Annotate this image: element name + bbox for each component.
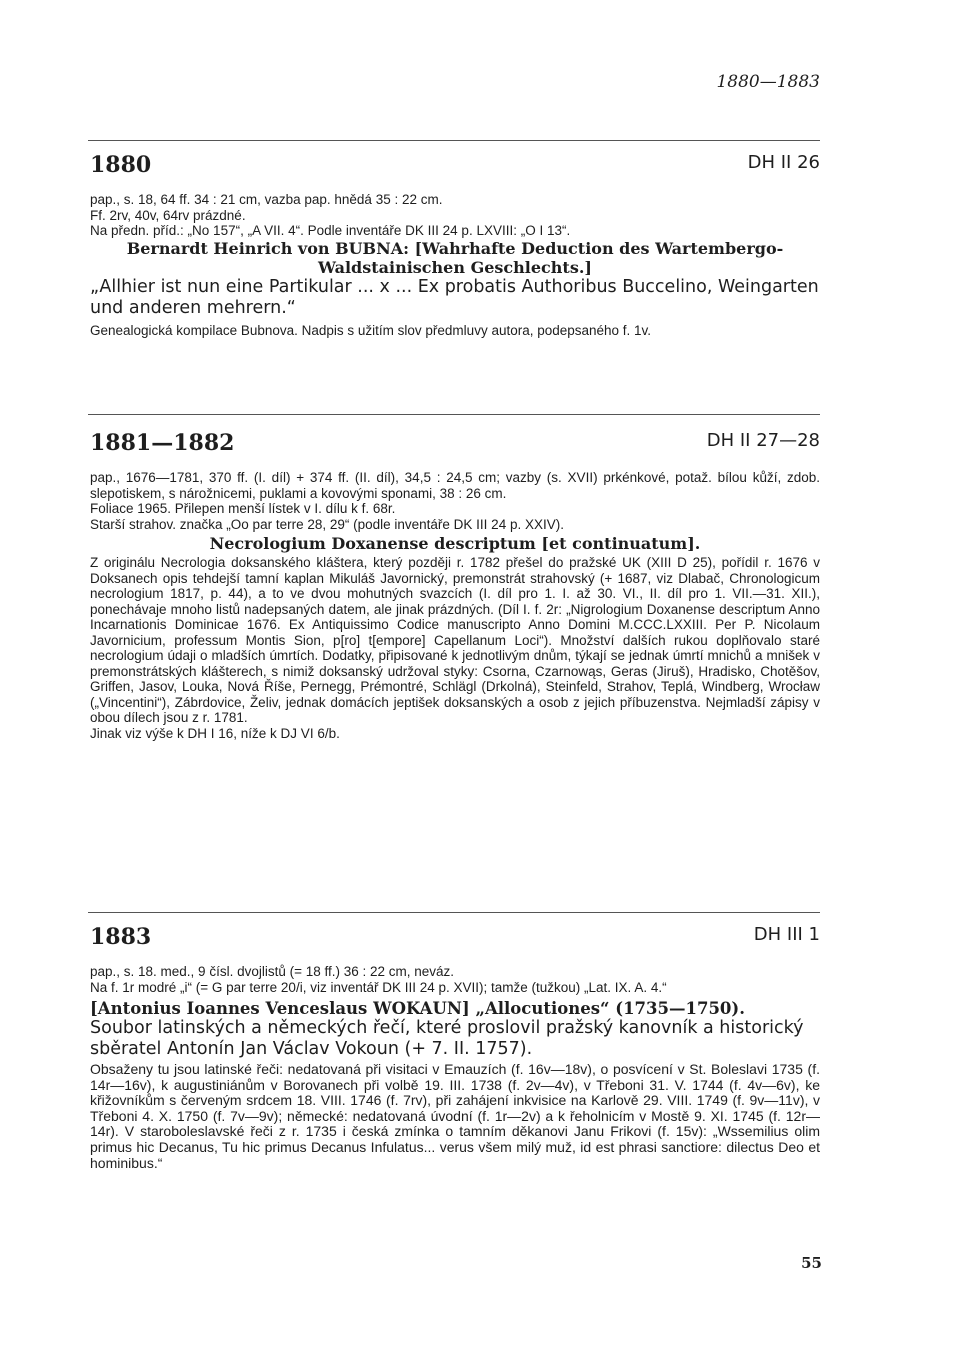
entry-incipit: Soubor latinských a německých řečí, které proslovil pražský kanovník a historický sběratel Antonín Jan Václav Vokoun (+ 7. II. 1757). — [90, 1018, 804, 1059]
catalog-entry — [90, 430, 820, 741]
entry-year: 1883 — [90, 924, 152, 950]
entry-year: 1880 — [90, 152, 152, 178]
entry-description: Obsaženy tu jsou latinské řeči: nedatovaná při visitaci v Emauzích (f. 16v—18v), o posvícení v St. Boleslavi 1735 (f. 14r—16v), k augustiniánům v Borovanech při volbě 19. III. 1738 (f. 2v—4v), v Třeboni 31. V. 1744 (f. 4v—6v), ke křižovníkům s červeným srdcem 18. VIII. 1746 (f. 7rv), při zahájení inkvisice na Karlově 29. VIII. 1749 (f. 9v—11v), v Třeboni 4. X. 1750 (f. 7v—9v); německé: nedatovaná úvodní (f. 1r—2v) a k řeholnicím v Mostě 9. XI. 1745 (f. 12r—14r). V staroboleslavské řeči z r. 1735 i česká zmínka o tamním děkanovi Janu Frikovi (f. 15v): „Wssemilius olim primus hic Decanus, Tu hic primus Decanus Infulatus... verus všem milý muž, id est phrasi sanctiore: dilectus Deo et hominibus.“ — [90, 1061, 820, 1171]
section-divider — [88, 140, 820, 141]
entry-title: Bernardt Heinrich von BUBNA: [Wahrhafte Deduction des Wartembergo-Waldstainischen Geschlechts.] — [126, 238, 784, 277]
running-head: 1880—1883 — [716, 72, 820, 92]
entry-year: 1881—1882 — [90, 430, 235, 456]
physical-description-line: Starší strahov. značka „Oo par terre 28, 29“ (podle inventáře DK III 24 p. XXIV). — [90, 516, 564, 532]
entry-header — [90, 430, 820, 470]
entry-title: [Antonius Ioannes Venceslaus WOKAUN] „Allocutiones“ (1735—1750). — [90, 999, 745, 1018]
physical-description-line: Na předn. příd.: „No 157“, „A VII. 4“. Podle inventáře DK III 24 p. LXVIII: „O I 13“. — [90, 223, 571, 238]
entry-incipit: „Allhier ist nun eine Partikular ... x ... Ex probatis Authoribus Buccelino, Weingarten und anderen mehrern.“ — [90, 276, 819, 318]
entry-header — [90, 152, 820, 192]
section-divider — [88, 414, 820, 415]
page-number: 55 — [801, 1254, 822, 1272]
shelf-signature: DH III 1 — [753, 924, 820, 945]
shelf-signature: DH II 26 — [747, 152, 820, 173]
physical-description-line: Foliace 1965. Přilepen menší lístek v I. dílu k f. 68r. — [90, 501, 396, 516]
physical-description-line: Na f. 1r modré „i“ (= G par terre 20/i, viz inventář DK III 24 p. XVII); tamže (tužkou) „Lat. IX. A. 4.“ — [90, 979, 667, 995]
entry-description: Genealogická kompilace Bubnova. Nadpis s užitím slov předmluvy autora, podepsaného f. 1v. — [90, 322, 652, 338]
section-divider — [88, 912, 820, 913]
shelf-signature: DH II 27—28 — [706, 430, 820, 451]
physical-description-line: pap., s. 18, 64 ff. 34 : 21 cm, vazba pap. hnědá 35 : 22 cm. — [90, 192, 443, 207]
physical-description-line: pap., s. 18. med., 9 čísl. dvojlistů (= 18 ff.) 36 : 22 cm, neváz. — [90, 964, 455, 979]
physical-description-line: Ff. 2rv, 40v, 64rv prázdné. — [90, 207, 246, 223]
catalog-entry — [90, 924, 820, 1171]
entry-title: Necrologium Doxanense descriptum [et continuatum]. — [209, 534, 701, 553]
entry-header — [90, 924, 820, 964]
catalog-entry — [90, 152, 820, 338]
cross-reference: Jinak viz výše k DH I 16, níže k DJ VI 6/b. — [90, 725, 340, 741]
entry-description: Z originálu Necrologia doksanského kláštera, který později r. 1782 přešel do pražské UK (XIII D 25), pořídil r. 1676 v Doksanech opis tehdejší tamní kaplan Mikuláš Javornický, premonstrát strahovský (+ 1687, viz Dlabač, Chronologicum necrologium 1817, p. 44), a to ve dvou mohutných svazcích (I. díl pro 1. I. až 30. VI., II. díl pro 1. VII.—31. XII.), ponechávaje mnoho listů nadepsaných datem, ale jinak prázdných. (Díl I. f. 2r: „Nigrologium Doxanense descriptum Anno Incarnationis Dominicae 1676. Ex Antiquissimo Codice manuscripto Anno Domini M.CCC.LXXIII. Per P. Nicolaum Javornicium, professum Montis Sion, p[ro] t[empore] Capellanum Loci“). Množství dalších rukou doplňovalo staré necrologium údaji o mladších úmrtích. Dodatky, připisované k jednotlivým dnům, týkají se jednak úmrtí mnichů a mnišek v premonstrátských klášterech, s nimiž doksanský udržoval styky: Csorna, Czarnowąs, Geras (Jiruš), Hradisko, Chotěšov, Griffen, Jasov, Louka, Nová Říše, Pernegg, Prémontré, Schlägl (Drkolná), Steinfeld, Strahov, Teplá, Windberg, Wrocław („Vincentini“), Zábrdovice, Želiv, jednak domácích jeptišek doksanských a osob z jejich příbuzenstva. Nejmladší zápisy v obou dílech jsou z r. 1781. — [90, 555, 820, 725]
physical-description-line: pap., 1676—1781, 370 ff. (I. díl) + 374 ff. (II. díl), 34,5 : 24,5 cm; vazby (s. XVII) prkénkové, potaž. bílou kůží, zdob. slepotiskem, s nárožnicemi, puklami a kovovými sponami, 38 : 26 cm. — [90, 470, 820, 501]
